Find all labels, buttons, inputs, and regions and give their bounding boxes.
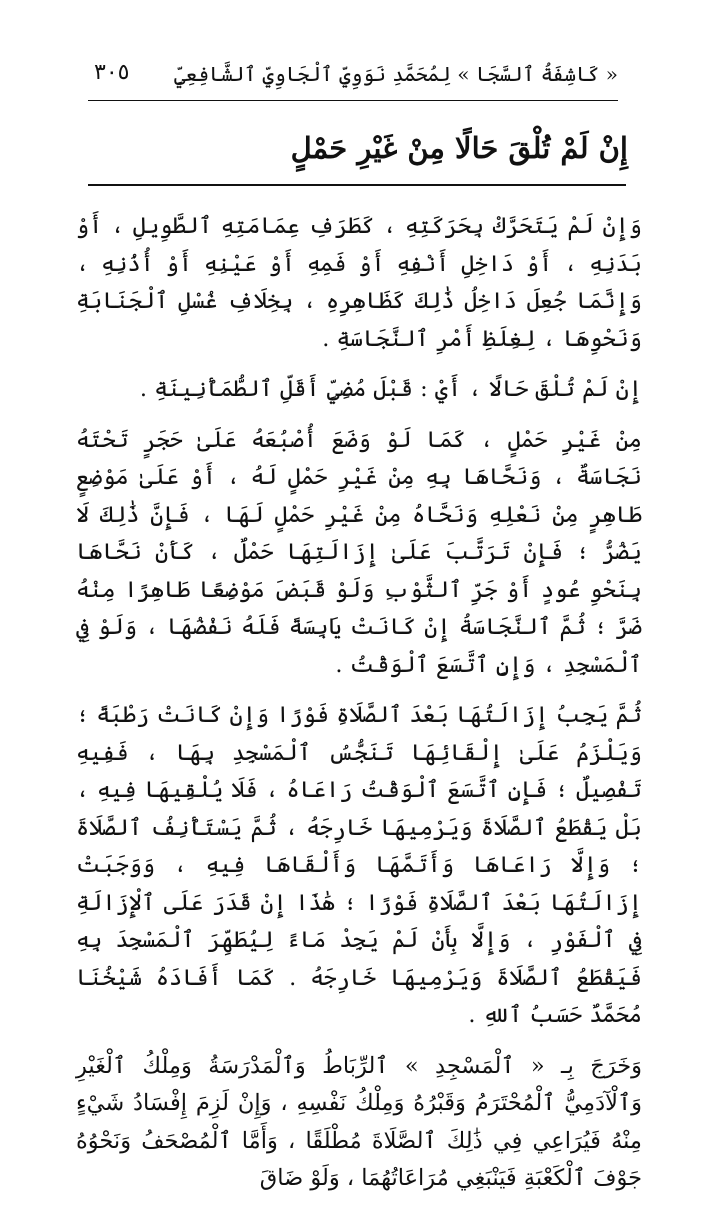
page-number: ٣٠٥ xyxy=(94,60,130,85)
paragraph: وَخَرَجَ بِـ « ٱلْمَسْجِدِ » ٱلرِّبَاطُ وَٱلْمَدْرَسَةُ وَمِلْكُ ٱلْغَيْرِ وَٱلْآدَمِيُّ ٱلْمُحْتَرَمُ وَقَبْرُهُ وَمِلْكُ نَفْسِهِ ، وَإِنْ لَزِمَ إِفْسَادُ شَيْءٍ مِنْهُ فَيُرَاعِي فِي ذَٰلِكَ ٱلصَّلَاةَ مُطْلَقًا ، وَأَمَّا ٱلْمُصْحَفُ وَنَحْوُهُ جَوْفَ ٱلْكَعْبَةِ فَيَنْبَغِي مُرَاعَاتُهُمَا ، وَلَوْ ضَاقَ xyxy=(76,1052,642,1191)
running-title: « كَاشِفَةُ ٱلسَّجَا » لِمُحَمَّدِ نَوَوِيِّ ٱلْجَاوِيِّ ٱلشَّافِعِيِّ xyxy=(174,62,618,86)
heading-divider xyxy=(88,184,626,186)
paragraph: إِنْ لَمْ تُلْقَ حَالًا ، أَيْ : قَبْلَ مُضِيِّ أَقَلِّ ٱلطُّمَأْنِينَةِ . xyxy=(139,376,642,402)
section-heading: إِنْ لَمْ تُلْقَ حَالًا مِنْ غَيْرِ حَمْلٍ xyxy=(290,131,628,165)
paragraph: وَإِنْ لَمْ يَتَحَرَّكْ بِحَرَكَتِهِ ، كَطَرَفِ عِمَامَتِهِ ٱلطَّوِيلِ ، أَوْ بَدَنِهِ ، أَوْ دَاخِلِ أَنْفِهِ أَوْ فَمِهِ أَوْ عَيْنِهِ أَوْ أُذُنِهِ ، وَإِنَّمَا جُعِلَ دَاخِلُ ذَٰلِكَ كَظَاهِرِهِ ، بِخِلَافِ غُسْلِ ٱلْجَنَابَةِ وَنَحْوِهَا ، لِغِلَظِ أَمْرِ ٱلنَّجَاسَةِ . xyxy=(76,213,642,352)
page-header xyxy=(88,56,618,101)
paragraph: مِنْ غَيْرِ حَمْلٍ ، كَمَا لَوْ وَضَعَ أُصْبُعَهُ عَلَىٰ حَجَرٍ تَحْتَهُ نَجَاسَةٌ ، وَنَحَّاهَا بِهِ مِنْ غَيْرِ حَمْلٍ لَهُ ، أَوْ عَلَىٰ مَوْضِعٍ طَاهِرٍ مِنْ نَعْلِهِ وَنَحَّاهُ مِنْ غَيْرِ حَمْلٍ لَهَا ، فَإِنَّ ذَٰلِكَ لَا يَضُرُّ ؛ فَإِنْ تَرَتَّبَ عَلَىٰ إِزَالَتِهَا حَمْلٌ ، كَأَنْ نَحَّاهَا بِنَحْوِ عُودٍ أَوْ جَرِّ ٱلثَّوْبِ وَلَوْ قَبَضَ مَوْضِعًا طَاهِرًا مِنْهُ ضَرَّ ؛ ثُمَّ ٱلنَّجَاسَةُ إِنْ كَانَتْ يَابِسَةً فَلَهُ نَفْضُهَا ، وَلَوْ فِي ٱلْمَسْجِدِ ، وَإِنِ ٱتَّسَعَ ٱلْوَقْتُ . xyxy=(76,426,642,678)
paragraph: ثُمَّ يَجِبُ إِزَالَتُهَا بَعْدَ ٱلصَّلَاةِ فَوْرًا وَإِنْ كَانَتْ رَطْبَةً ؛ وَيَلْزَمُ عَلَىٰ إِلْقَائِهَا تَنَجُّسُ ٱلْمَسْجِدِ بِهَا ، فَفِيهِ تَفْصِيلٌ ؛ فَإِنِ ٱتَّسَعَ ٱلْوَقْتُ رَاعَاهُ ، فَلَا يُلْقِيهَا فِيهِ ، بَلْ يَقْطَعُ ٱلصَّلَاةَ وَيَرْمِيهَا خَارِجَهُ ، ثُمَّ يَسْتَأْنِفُ ٱلصَّلَاةَ ؛ وَإِلَّا رَاعَاهَا وَأَتَمَّهَا وَأَلْقَاهَا فِيهِ ، وَوَجَبَتْ إِزَالَتُهَا بَعْدَ ٱلصَّلَاةِ فَوْرًا ؛ هَٰذَا إِنْ قَدَرَ عَلَى ٱلْإِزَالَةِ فِي ٱلْفَوْرِ ، وَإِلَّا بِأَنْ لَمْ يَجِدْ مَاءً لِيُطَهِّرَ ٱلْمَسْجِدَ بِهِ فَيَقْطَعُ ٱلصَّلَاةَ وَيَرْمِيهَا خَارِجَهُ . كَمَا أَفَادَهُ شَيْخُنَا مُحَمَّدٌ حَسَبُ ٱللهِ . xyxy=(76,702,642,1028)
body-text xyxy=(76,208,642,1211)
